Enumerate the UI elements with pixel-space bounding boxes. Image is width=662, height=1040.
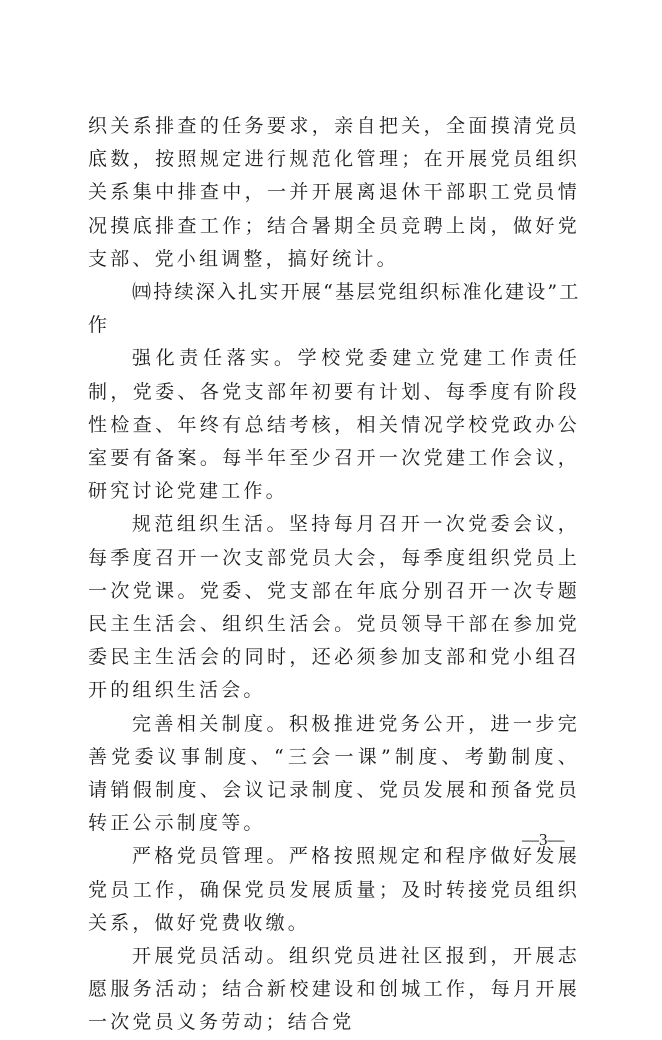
paragraph-organization-life: 规范组织生活。坚持每月召开一次党委会议，每季度召开一次支部党员大会，每季度组织党员上一次党课。党委、党支部在年底分别召开一次专题民主生活会、组织生活会。党员领导干部在参加党委民主生活会的同时，还必须参加支部和党小组召开的组织生活会。	[88, 513, 580, 702]
document-body	[88, 110, 580, 1040]
paragraph-continuation: 织关系排查的任务要求，亲自把关，全面摸清党员底数，按照规定进行规范化管理；在开展党员组织关系集中排查中，一并开展离退休干部职工党员情况摸底排查工作；结合暑期全员竞聘上岗，做好党支部、党小组调整，搞好统计。	[88, 115, 580, 270]
paragraph-responsibility: 强化责任落实。学校党委建立党建工作责任制，党委、各党支部年初要有计划、每季度有阶段性检查、年终有总结考核，相关情况学校党政办公室要有备案。每半年至少召开一次党建工作会议，研究讨论党建工作。	[88, 347, 580, 503]
paragraph-member-management: 严格党员管理。严格按照规定和程序做好发展党员工作，确保党员发展质量；及时转接党员组织关系，做好党费收缴。	[88, 845, 580, 934]
paragraph-systems: 完善相关制度。积极推进党务公开，进一步完善党委议事制度、“三会一课”制度、考勤制度、请销假制度、会议记录制度、党员发展和预备党员转正公示制度等。	[88, 712, 580, 835]
page-number: —3—	[522, 830, 565, 849]
paragraph-member-activities: 开展党员活动。组织党员进社区报到，开展志愿服务活动；结合新校建设和创城工作，每月开展一次党员义务劳动；结合党	[88, 945, 580, 1034]
section-heading: ㈣持续深入扎实开展“基层党组织标准化建设”工作	[88, 281, 580, 337]
